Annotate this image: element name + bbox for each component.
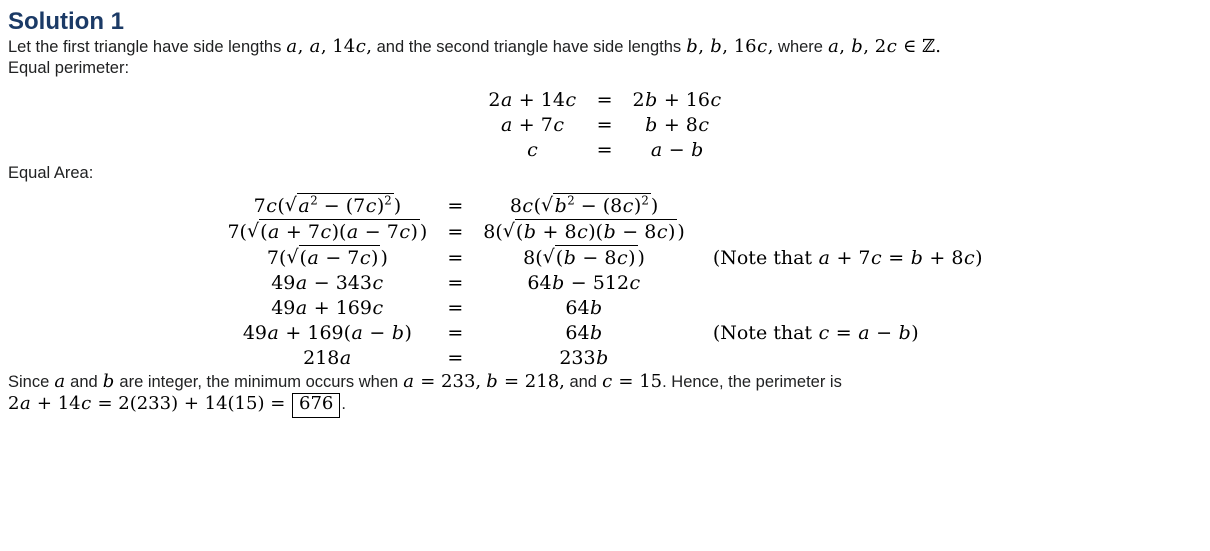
equals-sign: = <box>447 322 464 344</box>
math-variable: b <box>590 297 603 319</box>
equals-sign: = <box>447 347 464 369</box>
math-variable: a <box>307 247 319 269</box>
equation-note: (Note that c = a − b) <box>712 322 919 344</box>
text-run: . Hence, the perimeter is <box>662 373 842 391</box>
math-variable: b <box>645 89 658 111</box>
equation-rhs: a − b <box>650 139 704 161</box>
math-variable: a <box>858 322 870 344</box>
equals-sign: = <box>447 297 464 319</box>
math-variable: b <box>486 371 498 392</box>
math-variable: a <box>818 247 830 269</box>
math-variable: c <box>553 114 565 136</box>
equation-lhs: 2a + 14c <box>488 89 577 111</box>
math-variable: a <box>309 36 321 57</box>
math-variable: c <box>359 247 371 269</box>
roman-text: ) <box>911 322 919 344</box>
math-variable: a <box>351 322 363 344</box>
radicand: $a^2 - (7c)^2$ <box>298 193 392 217</box>
radicand: (a − 7c) <box>299 247 379 269</box>
radicand: (b − 8c) <box>555 247 636 269</box>
sqrt-radical <box>543 247 638 269</box>
inline-math: c = 15 <box>602 371 663 392</box>
equation-lhs: 49a + 169c <box>271 297 384 319</box>
inline-math: a, a, 14c, <box>286 36 373 57</box>
math-variable: a <box>346 221 359 243</box>
math-variable: b <box>552 272 565 294</box>
section-label-equal-area: Equal Area: <box>8 164 94 182</box>
math-variable: c <box>522 195 534 217</box>
inline-math: b = 218, <box>486 371 565 392</box>
math-variable: c <box>602 371 613 392</box>
radical-sign: √ <box>542 246 555 268</box>
superscript: 2 <box>567 193 575 208</box>
equation-lhs: 7(√(a − 7c) ) <box>266 246 388 269</box>
roman-text: (Note that <box>712 322 819 344</box>
math-variable: a <box>267 322 279 344</box>
equation-rhs: 8(√(b − 8c) ) <box>523 246 645 269</box>
radical-sign: √ <box>286 246 299 268</box>
math-variable: b <box>851 36 863 57</box>
equation-rhs: $8c(√b^2 - (8c)^2$ ) <box>509 193 659 217</box>
math-variable: b <box>596 347 609 369</box>
math-variable: c <box>399 221 410 243</box>
inline-math: 2a + 14c = 2(233) + 14(15) = 676 <box>8 393 341 414</box>
math-variable: c <box>710 89 722 111</box>
math-variable: c <box>656 221 668 243</box>
math-variable: b <box>554 195 567 217</box>
conclusion-paragraph <box>8 371 1202 418</box>
math-variable: a <box>403 371 415 392</box>
math-variable: b <box>710 36 722 57</box>
text-run: and <box>564 373 602 391</box>
math-variable: b <box>603 221 616 243</box>
math-variable: b <box>102 371 115 392</box>
math-variable: c <box>320 221 332 243</box>
math-variable: c <box>355 36 366 57</box>
equation-rhs: 64b <box>565 322 603 344</box>
math-variable: a <box>295 272 308 294</box>
math-variable: a <box>339 347 352 369</box>
math-variable: c <box>871 247 882 269</box>
inline-math <box>54 371 66 392</box>
equation-rhs: 64b − 512c <box>527 272 641 294</box>
text-run: where <box>773 38 828 56</box>
text-run: are integer, the minimum occurs when <box>114 373 403 391</box>
math-variable: a <box>650 139 663 161</box>
equals-sign: = <box>447 195 464 217</box>
equation-lhs: 49a − 343c <box>271 272 384 294</box>
sqrt-radical <box>541 195 651 217</box>
equals-sign: = <box>447 247 464 269</box>
equals-sign: = <box>596 89 613 111</box>
math-variable: c <box>757 36 768 57</box>
equation-lhs: a + 7c <box>500 114 565 136</box>
math-variable: c <box>81 393 92 414</box>
roman-text: (Note that <box>712 247 819 269</box>
math-variable: c <box>266 195 277 217</box>
equation-lhs <box>527 138 539 163</box>
radicand: $b^2 - (8c)^2$ <box>554 193 649 217</box>
math-variable: c <box>577 221 588 243</box>
equals-sign: = <box>447 272 464 294</box>
math-variable: a <box>295 297 308 319</box>
equation-rhs: b + 8c <box>645 114 710 136</box>
math-variable: b <box>590 322 603 344</box>
solution-heading: Solution 1 <box>8 8 124 35</box>
equation-lhs: 218a <box>303 347 352 369</box>
sqrt-radical <box>247 221 420 243</box>
section-label-equal-perimeter: Equal perimeter: <box>8 59 130 77</box>
radical-sign: √ <box>540 194 554 216</box>
math-variable: b <box>523 221 536 243</box>
math-variable: a <box>286 36 298 57</box>
math-variable: c <box>372 297 384 319</box>
math-variable: c <box>372 272 384 294</box>
text-run: and the second triangle have side lengths <box>372 38 686 56</box>
equation-lhs: 49a + 169(a − b) <box>242 322 412 344</box>
math-variable: c <box>527 139 538 161</box>
math-variable: a <box>268 221 280 243</box>
text-run: and <box>65 373 103 391</box>
area-equation-block <box>227 193 982 371</box>
equation-note: (Note that a + 7c = b + 8c) <box>712 247 983 269</box>
inline-math: a, b, 2c ∈ ℤ. <box>828 36 941 57</box>
inline-math <box>102 371 115 392</box>
boxed-answer: 676 <box>292 393 340 418</box>
equation-rhs: 8(√(b + 8c)(b − 8c) ) <box>483 220 685 243</box>
math-variable: c <box>616 247 628 269</box>
equals-sign: = <box>596 139 613 161</box>
sqrt-radical <box>285 195 394 217</box>
math-variable: c <box>818 322 830 344</box>
math-variable: a <box>500 89 513 111</box>
equation-lhs: 7(√(a + 7c)(a − 7c) ) <box>227 220 428 243</box>
equation-lhs: $7c(√a^2 - (7c)^2$ ) <box>253 193 402 217</box>
text-run: . <box>341 395 346 413</box>
radical-sign: √ <box>284 194 297 216</box>
roman-text: ) <box>975 247 983 269</box>
inline-math: b, b, 16c, <box>686 36 774 57</box>
math-variable: c <box>565 89 577 111</box>
math-variable: b <box>563 247 576 269</box>
math-variable: a <box>19 393 31 414</box>
superscript: 2 <box>384 193 392 208</box>
radicand: (b + 8c)(b − 8c) <box>515 221 676 243</box>
equals-sign: = <box>596 114 613 136</box>
math-variable: c <box>963 247 975 269</box>
intro-paragraph <box>8 36 1202 58</box>
superscript: 2 <box>310 193 318 208</box>
radicand: (a + 7c)(a − 7c) <box>260 221 418 243</box>
math-variable: b <box>391 322 405 344</box>
math-variable: b <box>686 36 698 57</box>
math-variable: b <box>910 247 923 269</box>
math-variable: c <box>629 272 641 294</box>
inline-math: a = 233, <box>403 371 482 392</box>
sqrt-radical <box>286 247 380 269</box>
radical-sign: √ <box>502 220 515 242</box>
equation-rhs: 233b <box>559 347 609 369</box>
math-variable: b <box>898 322 911 344</box>
perimeter-equation-block <box>488 88 721 163</box>
math-variable: a <box>828 36 839 57</box>
math-variable: c <box>365 195 377 217</box>
math-variable: a <box>298 195 310 217</box>
radical-sign: √ <box>246 220 260 242</box>
math-variable: b <box>691 139 704 161</box>
superscript: 2 <box>641 193 649 208</box>
equation-rhs: 64b <box>565 297 603 319</box>
sqrt-radical <box>503 221 678 243</box>
math-variable: c <box>698 114 710 136</box>
equation-rhs: 2b + 16c <box>632 89 722 111</box>
equals-sign: = <box>447 221 464 243</box>
text-run: Since <box>8 373 54 391</box>
math-variable: c <box>622 195 634 217</box>
math-variable: c <box>886 36 897 57</box>
math-variable: a <box>500 114 513 136</box>
text-run: Let the first triangle have side lengths <box>8 38 286 56</box>
math-variable: a <box>54 371 66 392</box>
math-variable: b <box>645 114 658 136</box>
